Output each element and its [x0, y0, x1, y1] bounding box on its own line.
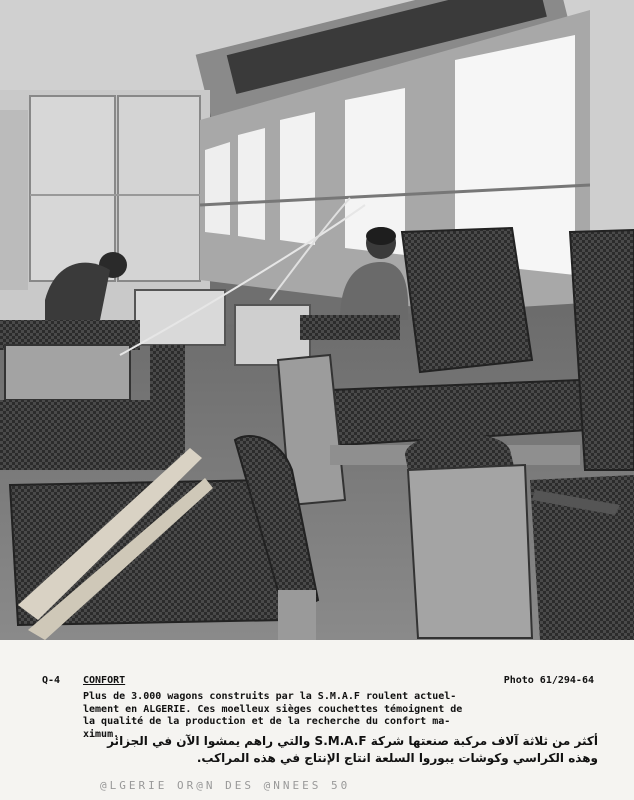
- arabic-caption: أكثر من ثلاثة آلاف مركبة صنعتها شركة S.M.A.F والتي راهم يمشوا الآن في الجزائر وهذه الكراسي وكوشات يبوروا السلعة انتاج الإنتاج في هذه المراكب.: [107, 734, 598, 765]
- french-caption: Plus de 3.000 wagons construits par la S.M.A.F roulent actuel- lement en ALGERIE. Ces moelleux sièges couchettes témoignent de la qualité de la production et de la recherche du confort ma- ximum.: [83, 691, 463, 740]
- caption-panel: [0, 640, 634, 800]
- caption-title: CONFORT: [83, 675, 126, 686]
- photo-number: Photo 61/294-64: [503, 675, 594, 686]
- watermark: @LGERIE OR@N DES @NNEES 50: [100, 779, 351, 792]
- photo-reference: Q-4: [42, 675, 61, 686]
